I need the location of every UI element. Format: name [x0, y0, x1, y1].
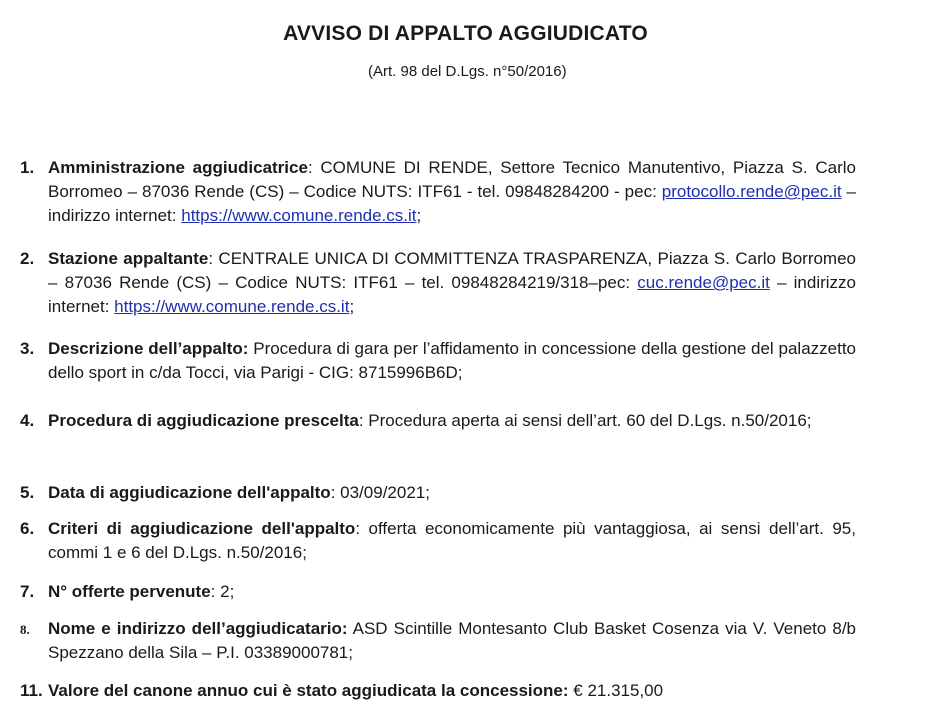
item-text: : 03/09/2021; — [330, 483, 430, 502]
item-body — [48, 156, 856, 228]
item-label: N° offerte pervenute — [48, 582, 211, 601]
item-body — [48, 679, 856, 703]
item-body — [48, 247, 856, 319]
item-number: 4. — [20, 411, 35, 430]
item-body — [48, 580, 856, 604]
item-number: 7. — [20, 582, 35, 601]
item-body — [48, 517, 856, 565]
item-text: ; — [349, 297, 355, 316]
item-label: Data di aggiudicazione dell'appalto — [48, 483, 331, 502]
item-label: Nome e indirizzo dell’aggiudicatario: — [48, 619, 348, 638]
list-item-8 — [20, 617, 856, 665]
document-subtitle: (Art. 98 del D.Lgs. n°50/2016) — [368, 63, 567, 80]
pec-email-link[interactable]: cuc.rende@pec.it — [637, 273, 770, 292]
list-item-7 — [20, 580, 856, 604]
item-number: 1. — [20, 158, 35, 177]
item-label: Valore del canone annuo cui è stato aggiudicata la concessione: — [48, 681, 569, 700]
list-item-5 — [20, 481, 856, 505]
item-text: ; — [416, 206, 422, 225]
item-text: Procedura di gara per l’affidamento in concessione della gestione del palazzetto dello sport in c/da Tocci, via Parigi - CIG: 8715996B6D; — [48, 339, 857, 382]
item-number: 3. — [20, 339, 35, 358]
item-text: : COMUNE DI RENDE, Settore Tecnico Manutentivo, Piazza S. Carlo Borromeo – 87036 Rende (CS) – Codice NUTS: ITF61 - tel. 09848284200 - pec: — [48, 158, 856, 201]
item-number: 2. — [20, 249, 35, 268]
website-link[interactable]: https://www.comune.rende.cs.it — [114, 297, 350, 316]
item-label: Stazione appaltante — [48, 249, 209, 268]
item-body — [48, 337, 856, 385]
item-text: : offerta economicamente più vantaggiosa, ai sensi dell’art. 95, commi 1 e 6 del D.Lgs. n.50/2016; — [48, 519, 856, 562]
list-item-11 — [20, 679, 856, 703]
item-text: – indirizzo internet: — [48, 182, 856, 225]
item-body — [48, 481, 856, 505]
website-link[interactable]: https://www.comune.rende.cs.it — [181, 206, 417, 225]
item-number: 6. — [20, 519, 35, 538]
item-body — [48, 409, 856, 433]
item-label: Descrizione dell’appalto: — [48, 339, 249, 358]
item-label: Procedura di aggiudicazione prescelta — [48, 411, 359, 430]
item-label: Criteri di aggiudicazione dell'appalto — [48, 519, 356, 538]
document-title: AVVISO DI APPALTO AGGIUDICATO — [283, 22, 648, 45]
item-text: : Procedura aperta ai sensi dell’art. 60 del D.Lgs. n.50/2016; — [358, 411, 812, 430]
item-label: Amministrazione aggiudicatrice — [48, 158, 308, 177]
item-text: ASD Scintille Montesanto Club Basket Cosenza via V. Veneto 8/b Spezzano della Sila – P.I. 03389000781; — [48, 619, 857, 662]
list-item-1 — [20, 156, 856, 228]
item-text: – indirizzo internet: — [48, 273, 856, 316]
pec-email-link[interactable]: protocollo.rende@pec.it — [661, 182, 842, 201]
list-item-6 — [20, 517, 856, 565]
item-text: : 2; — [210, 582, 235, 601]
item-number: 8. — [20, 622, 30, 637]
item-text: € 21.315,00 — [568, 681, 664, 700]
item-number: 5. — [20, 483, 35, 502]
item-number: 11. — [20, 681, 43, 700]
list-item-3 — [20, 337, 856, 385]
list-item-4 — [20, 409, 856, 433]
item-text: : CENTRALE UNICA DI COMMITTENZA TRASPARENZA, Piazza S. Carlo Borromeo – 87036 Rende (CS) – Codice NUTS: ITF61 – tel. 09848284219/318–pec: — [48, 249, 857, 292]
item-body — [48, 617, 856, 665]
list-item-2 — [20, 247, 856, 319]
